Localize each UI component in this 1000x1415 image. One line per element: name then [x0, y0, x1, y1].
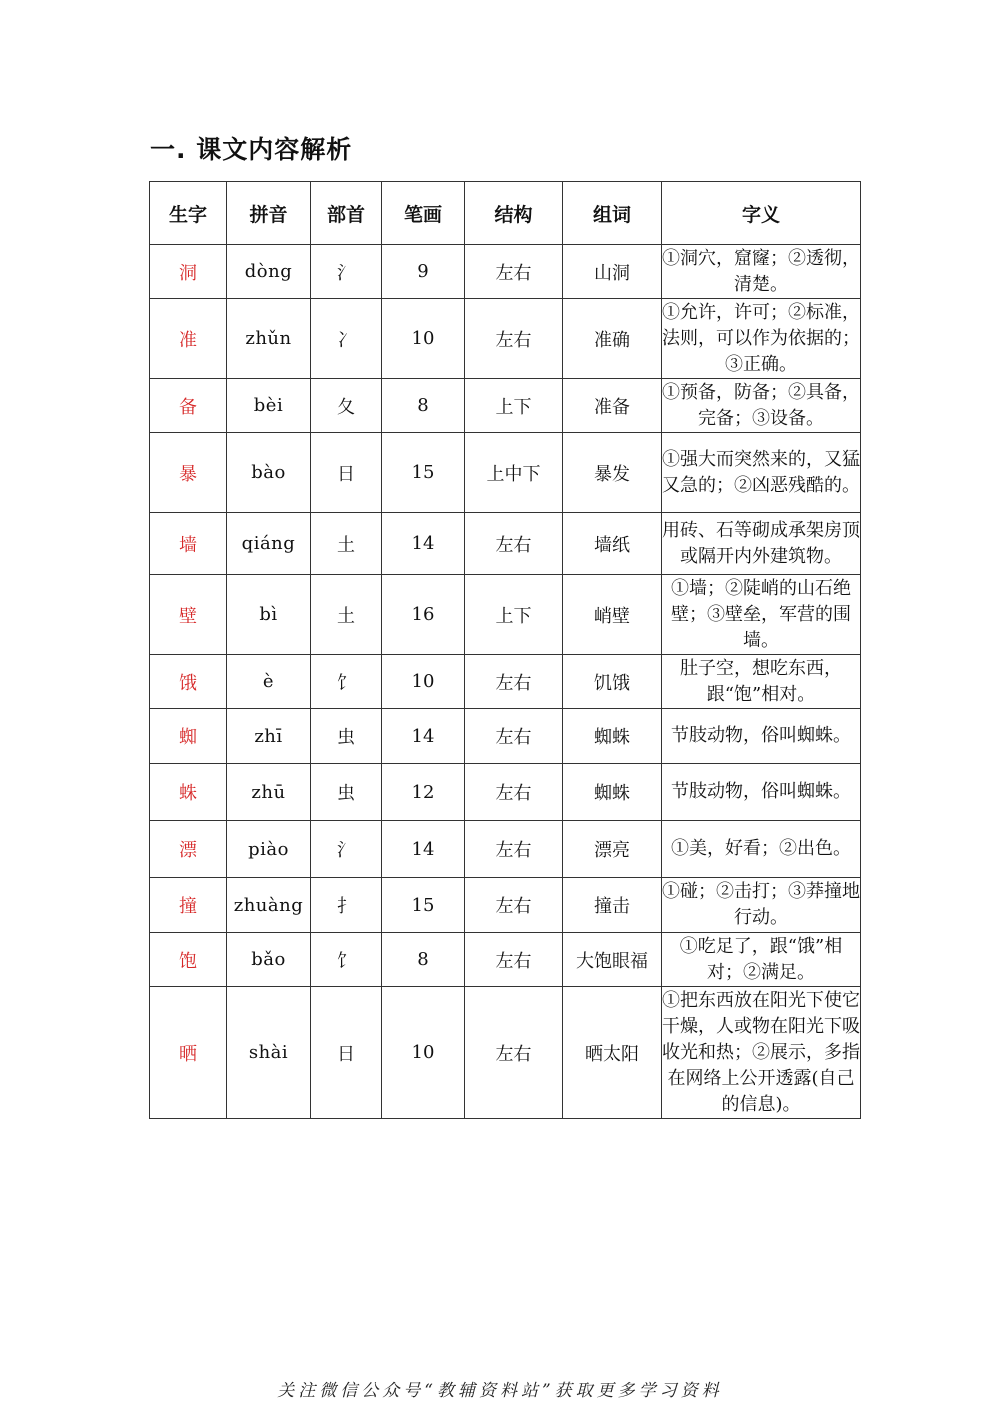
- words-cell: 墙纸: [563, 513, 662, 575]
- radical-cell: 虫: [311, 709, 382, 764]
- meaning-cell: ①把东西放在阳光下使它干燥，人或物在阳光下吸收光和热；②展示，多指在网络上公开透露(自己的信息)。: [662, 987, 861, 1119]
- structure-cell: 左右: [465, 987, 563, 1119]
- radical-cell: 饣: [311, 933, 382, 987]
- strokes-cell: 10: [382, 299, 465, 379]
- meaning-cell: ①碰；②击打；③莽撞地行动。: [662, 878, 861, 933]
- radical-cell: 冫: [311, 299, 382, 379]
- pinyin-cell: zhū: [227, 764, 311, 821]
- radical-cell: 氵: [311, 245, 382, 299]
- header-strokes: 笔画: [382, 182, 465, 245]
- structure-cell: 左右: [465, 709, 563, 764]
- structure-cell: 左右: [465, 513, 563, 575]
- strokes-cell: 14: [382, 821, 465, 878]
- pinyin-cell: bǎo: [227, 933, 311, 987]
- radical-cell: 日: [311, 433, 382, 513]
- char-cell: 晒: [150, 987, 227, 1119]
- pinyin-cell: è: [227, 655, 311, 709]
- strokes-cell: 8: [382, 933, 465, 987]
- words-cell: 暴发: [563, 433, 662, 513]
- radical-cell: 日: [311, 987, 382, 1119]
- table-row: [150, 764, 861, 821]
- meaning-cell: 节肢动物，俗叫蜘蛛。: [662, 709, 861, 764]
- char-cell: 蛛: [150, 764, 227, 821]
- pinyin-cell: zhuàng: [227, 878, 311, 933]
- char-cell: 洞: [150, 245, 227, 299]
- words-cell: 山洞: [563, 245, 662, 299]
- table-row: [150, 245, 861, 299]
- header-structure: 结构: [465, 182, 563, 245]
- section-title: 一. 课文内容解析: [150, 135, 353, 164]
- words-cell: 蜘蛛: [563, 709, 662, 764]
- words-cell: 峭壁: [563, 575, 662, 655]
- header-meaning: 字义: [662, 182, 861, 245]
- char-cell: 壁: [150, 575, 227, 655]
- structure-cell: 左右: [465, 245, 563, 299]
- meaning-cell: 用砖、石等砌成承架房顶或隔开内外建筑物。: [662, 513, 861, 575]
- strokes-cell: 16: [382, 575, 465, 655]
- table-row: [150, 709, 861, 764]
- char-cell: 撞: [150, 878, 227, 933]
- radical-cell: 氵: [311, 821, 382, 878]
- table-row: [150, 987, 861, 1119]
- words-cell: 撞击: [563, 878, 662, 933]
- meaning-cell: ①预备，防备；②具备，完备；③设备。: [662, 379, 861, 433]
- table-row: [150, 933, 861, 987]
- words-cell: 大饱眼福: [563, 933, 662, 987]
- table-row: [150, 299, 861, 379]
- pinyin-cell: dòng: [227, 245, 311, 299]
- meaning-cell: 肚子空，想吃东西，跟“饱”相对。: [662, 655, 861, 709]
- words-cell: 晒太阳: [563, 987, 662, 1119]
- strokes-cell: 10: [382, 987, 465, 1119]
- meaning-cell: ①墙；②陡峭的山石绝壁；③壁垒，军营的围墙。: [662, 575, 861, 655]
- meaning-cell: ①吃足了，跟“饿”相对；②满足。: [662, 933, 861, 987]
- pinyin-cell: bào: [227, 433, 311, 513]
- structure-cell: 左右: [465, 933, 563, 987]
- table-row: [150, 513, 861, 575]
- table-row: [150, 878, 861, 933]
- strokes-cell: 14: [382, 709, 465, 764]
- words-cell: 蜘蛛: [563, 764, 662, 821]
- strokes-cell: 10: [382, 655, 465, 709]
- pinyin-cell: shài: [227, 987, 311, 1119]
- strokes-cell: 8: [382, 379, 465, 433]
- words-cell: 漂亮: [563, 821, 662, 878]
- header-pinyin: 拼音: [227, 182, 311, 245]
- radical-cell: 扌: [311, 878, 382, 933]
- char-cell: 准: [150, 299, 227, 379]
- structure-cell: 左右: [465, 299, 563, 379]
- pinyin-cell: bèi: [227, 379, 311, 433]
- pinyin-cell: zhī: [227, 709, 311, 764]
- radical-cell: 土: [311, 513, 382, 575]
- table-row: [150, 575, 861, 655]
- structure-cell: 上下: [465, 379, 563, 433]
- strokes-cell: 9: [382, 245, 465, 299]
- radical-cell: 土: [311, 575, 382, 655]
- structure-cell: 左右: [465, 878, 563, 933]
- table-row: [150, 379, 861, 433]
- strokes-cell: 15: [382, 878, 465, 933]
- strokes-cell: 15: [382, 433, 465, 513]
- radical-cell: 夂: [311, 379, 382, 433]
- char-cell: 饱: [150, 933, 227, 987]
- meaning-cell: ①洞穴，窟窿；②透彻，清楚。: [662, 245, 861, 299]
- pinyin-cell: zhǔn: [227, 299, 311, 379]
- words-cell: 准确: [563, 299, 662, 379]
- char-cell: 暴: [150, 433, 227, 513]
- header-radical: 部首: [311, 182, 382, 245]
- structure-cell: 左右: [465, 655, 563, 709]
- structure-cell: 左右: [465, 764, 563, 821]
- meaning-cell: ①强大而突然来的，又猛又急的；②凶恶残酷的。: [662, 433, 861, 513]
- pinyin-cell: piào: [227, 821, 311, 878]
- char-cell: 墙: [150, 513, 227, 575]
- table-row: [150, 655, 861, 709]
- meaning-cell: ①允许，许可；②标准，法则，可以作为依据的；③正确。: [662, 299, 861, 379]
- table-row: [150, 433, 861, 513]
- header-words: 组词: [563, 182, 662, 245]
- structure-cell: 上中下: [465, 433, 563, 513]
- words-cell: 饥饿: [563, 655, 662, 709]
- char-cell: 饿: [150, 655, 227, 709]
- table-header-row: [150, 182, 861, 245]
- footer-promo-text: 关注微信公众号“教辅资料站”获取更多学习资料: [277, 1381, 723, 1401]
- strokes-cell: 12: [382, 764, 465, 821]
- table-row: [150, 821, 861, 878]
- meaning-cell: ①美，好看；②出色。: [662, 821, 861, 878]
- radical-cell: 虫: [311, 764, 382, 821]
- radical-cell: 饣: [311, 655, 382, 709]
- pinyin-cell: bì: [227, 575, 311, 655]
- structure-cell: 左右: [465, 821, 563, 878]
- meaning-cell: 节肢动物，俗叫蜘蛛。: [662, 764, 861, 821]
- char-cell: 漂: [150, 821, 227, 878]
- char-cell: 蜘: [150, 709, 227, 764]
- words-cell: 准备: [563, 379, 662, 433]
- structure-cell: 上下: [465, 575, 563, 655]
- pinyin-cell: qiáng: [227, 513, 311, 575]
- strokes-cell: 14: [382, 513, 465, 575]
- vocabulary-table: [149, 181, 861, 1119]
- header-char: 生字: [150, 182, 227, 245]
- char-cell: 备: [150, 379, 227, 433]
